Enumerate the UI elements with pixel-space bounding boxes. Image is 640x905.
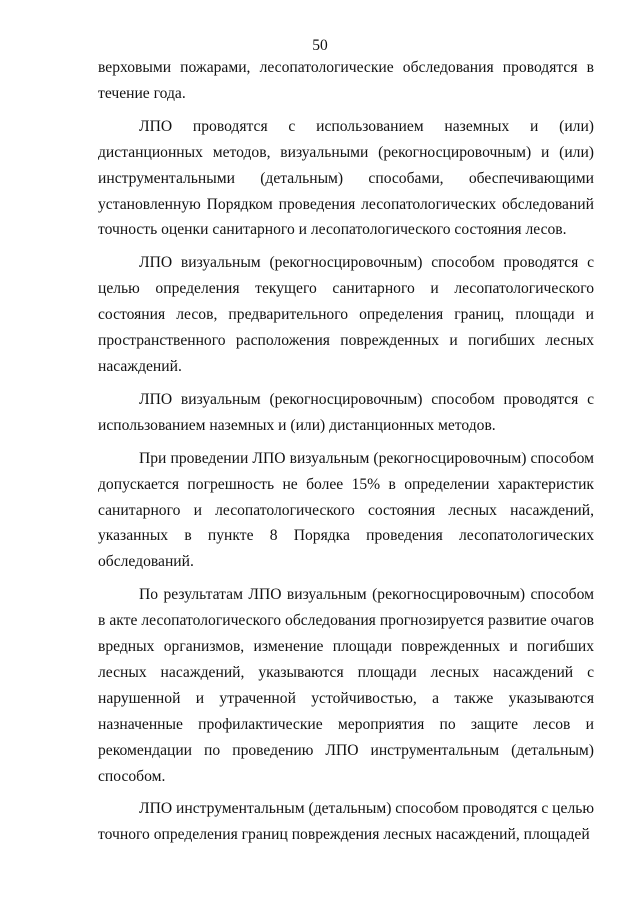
paragraph: ЛПО проводятся с использованием наземных и (или) дистанционных методов, визуальными (рекогносцировочным) и (или) инструментальными (детальным) способами, обеспечивающими установленную Порядком проведения лесопатологических обследований точность оценки санитарного и лесопатологического состояния лесов. xyxy=(98,117,594,239)
paragraph: ЛПО визуальным (рекогносцировочным) способом проводятся с целью определения текущего санитарного и лесопатологического состояния лесов, предварительного определения границ, площади и пространственного расположения поврежденных и погибших лесных насаждений. xyxy=(98,254,594,375)
page-number: 50 xyxy=(312,37,328,54)
paragraph: По результатам ЛПО визуальным (рекогносцировочным) способом в акте лесопатологического обследования прогнозируется развитие очагов вредных организмов, изменение площади поврежденных и погибших лесных насаждений, указываются площади лесных насаждений с нарушенной и утраченной устойчивостью, а также указываются назначенные профилактические мероприятия по защите лесов и рекомендации по проведению ЛПО инструментальным (детальным) способом. xyxy=(98,586,594,785)
document-body xyxy=(98,55,594,855)
paragraph: ЛПО визуальным (рекогносцировочным) способом проводятся с использованием наземных и (или) дистанционных методов. xyxy=(98,390,594,434)
paragraph: При проведении ЛПО визуальным (рекогносцировочным) способом допускается погрешность не более 15% в определении характеристик санитарного и лесопатологического состояния лесных насаждений, указанных в пункте 8 Порядка проведения лесопатологических обследований. xyxy=(98,449,594,571)
paragraph: ЛПО инструментальным (детальным) способом проводятся с целью точного определения границ повреждения лесных насаждений, площадей xyxy=(98,800,594,844)
paragraph-continuation: верховыми пожарами, лесопатологические обследования проводятся в течение года. xyxy=(98,59,594,102)
